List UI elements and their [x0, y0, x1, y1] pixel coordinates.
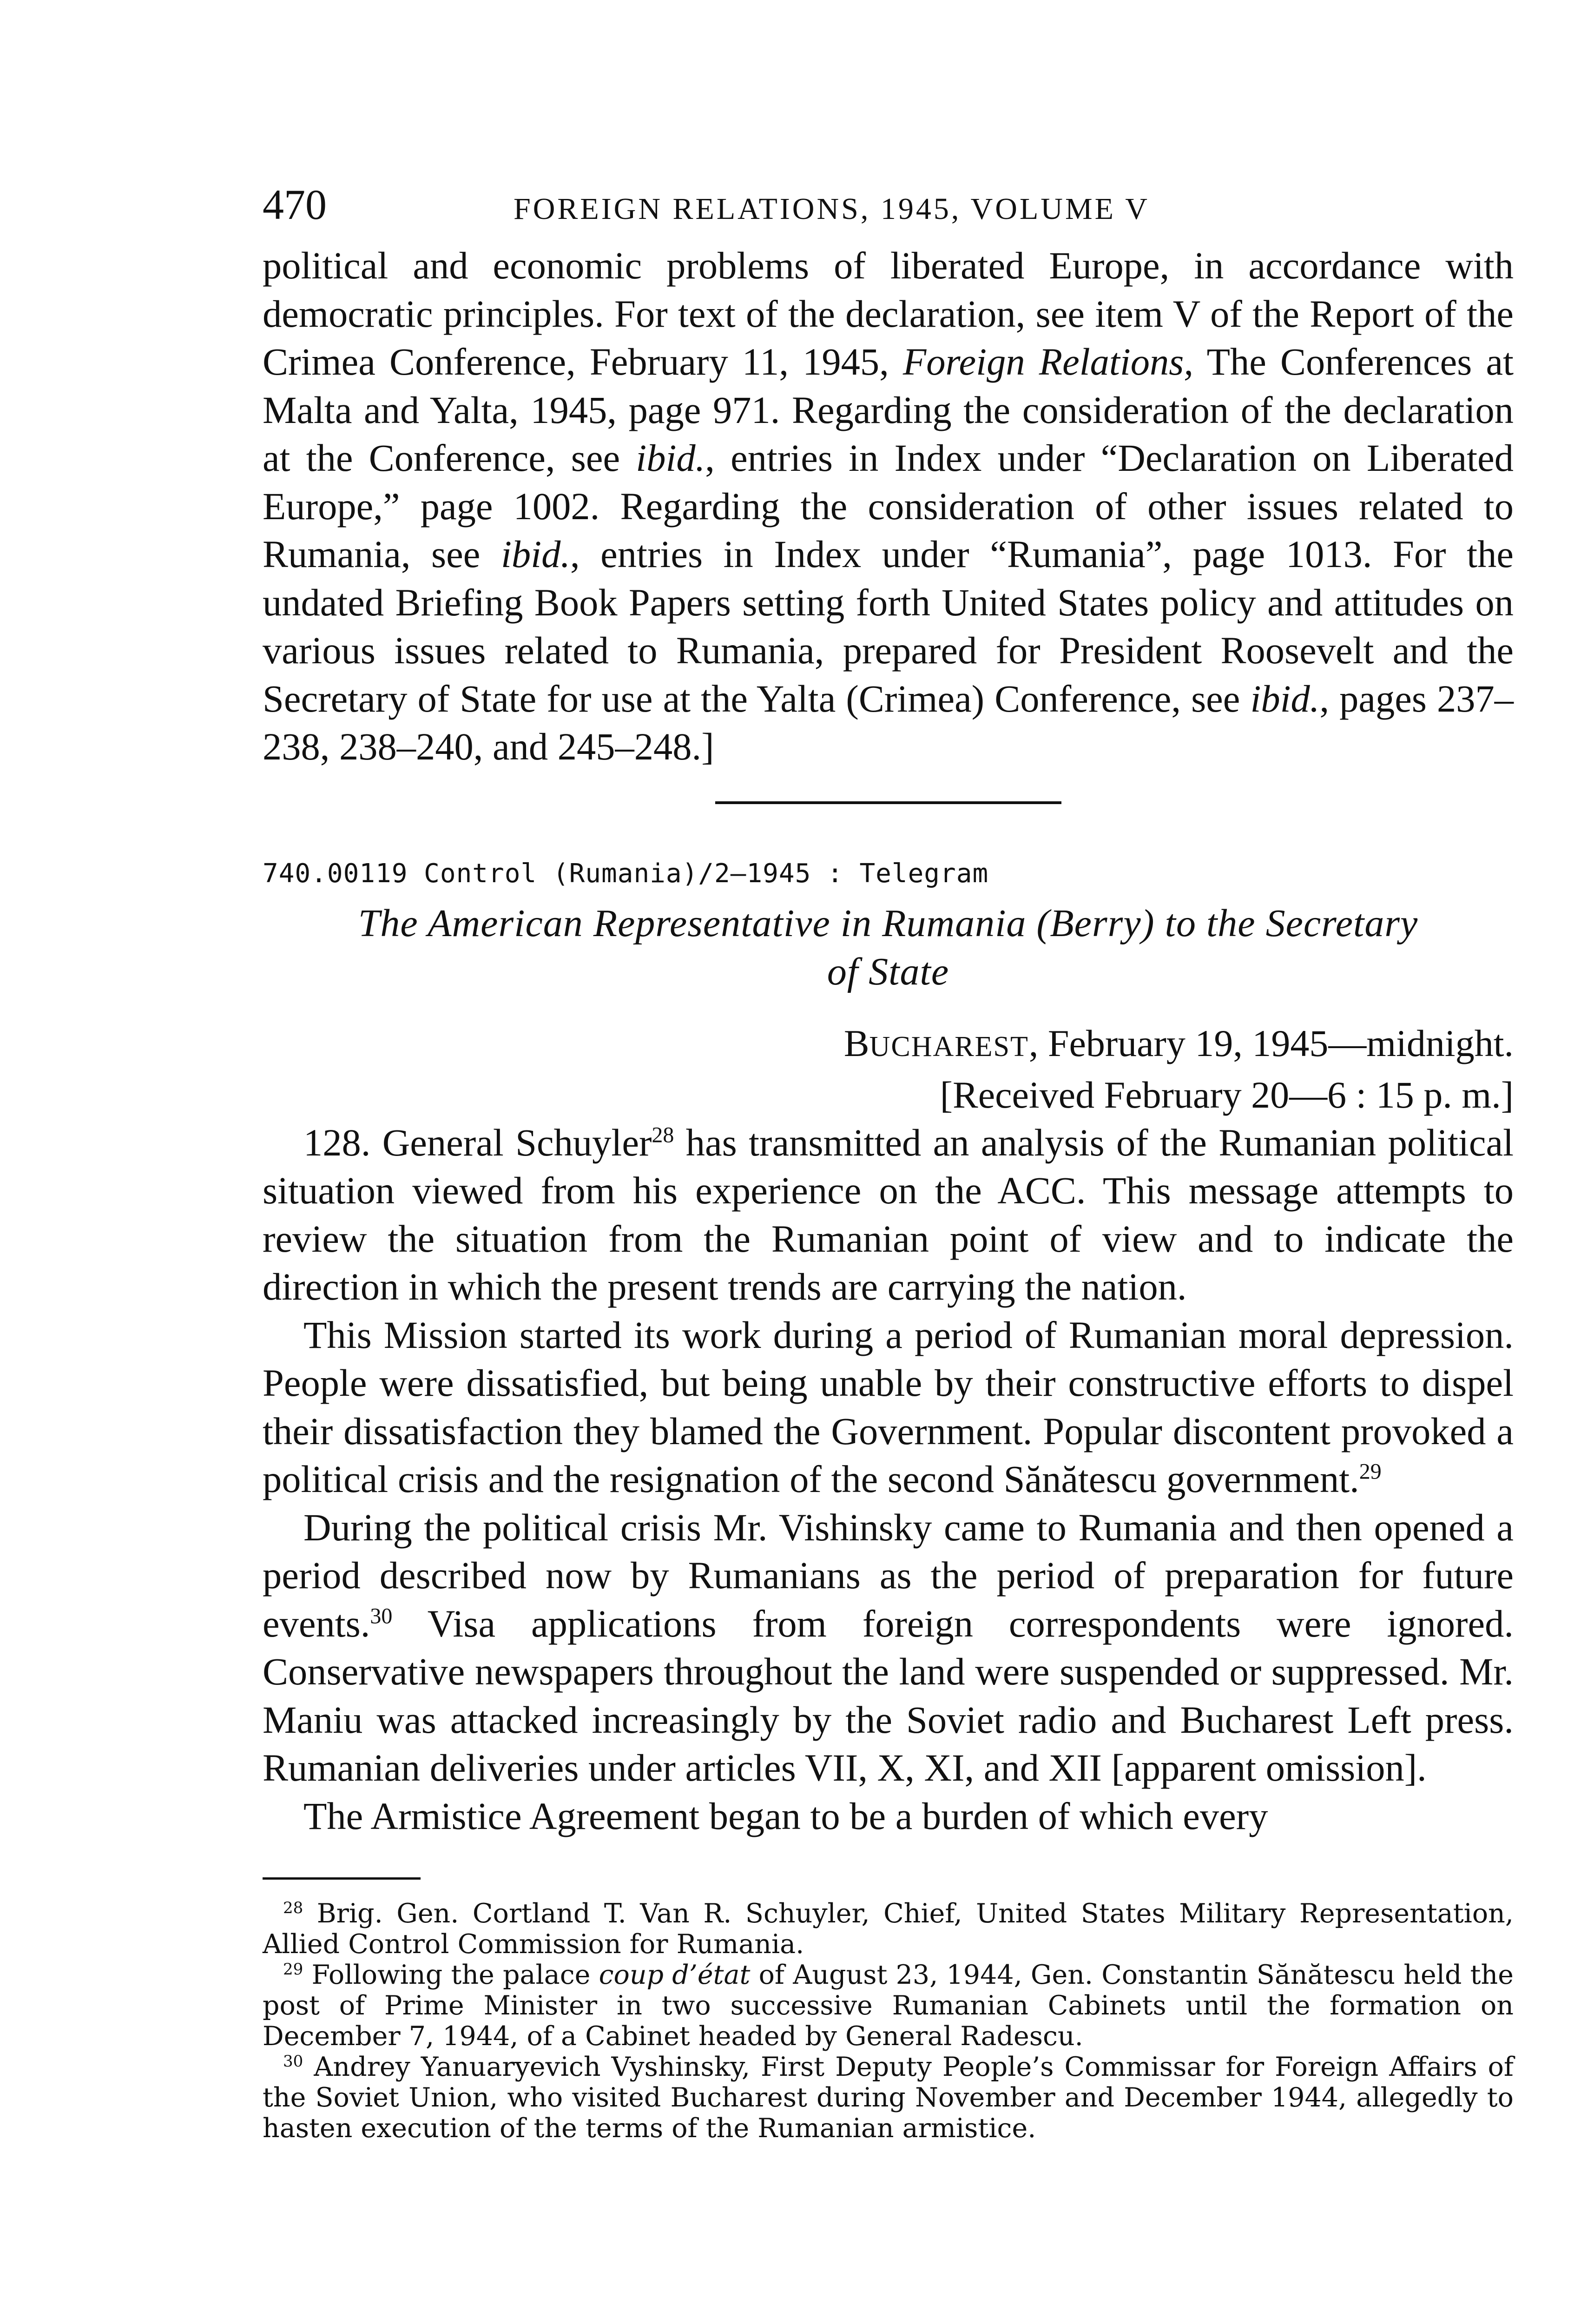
footnote-text: of August 23, 1944, Gen. Constantin Sănătescu held the post of Prime Minister in two successive Rumanian Cabinets until the formation on December 7, 1944, of a Cabinet headed by General Radescu.	[263, 1960, 1514, 2052]
intro-text: , pages 237–238, 238–240, and 245–248.]	[263, 677, 1514, 768]
page-number: 470	[263, 181, 327, 228]
footnotes	[263, 1898, 1514, 2144]
footnote-text: Following the palace	[303, 1960, 599, 1990]
paragraph-text: This Mission started its work during a period of Rumanian moral depression. People were dissatisfied, but being unable by their constructive efforts to dispel their dissatisfaction they blamed the Government. Popular discontent provoked a political crisis and the resignation of the second Sănătescu government.	[263, 1313, 1514, 1500]
intro-italic-ref: ibid.	[1250, 677, 1320, 720]
running-title: FOREIGN RELATIONS, 1945, VOLUME V	[514, 192, 1150, 226]
dateline-date: , February 19, 1945—midnight.	[1028, 1022, 1514, 1064]
footnote-30	[263, 2052, 1514, 2144]
dateline-city: UCHAREST	[869, 1030, 1029, 1063]
intro-italic-ref: ibid.	[636, 436, 705, 479]
intro-text: , entries in Index under “Declaration on Liberated Europe,” page 1002. Regarding the consideration of other issues related to Rumania, see	[263, 436, 1514, 575]
footnote-italic-term: coup d’état	[599, 1960, 751, 1990]
footnote-text: Brig. Gen. Cortland T. Van R. Schuyler, Chief, United States Military Representation, Allied Control Commission for Rumania.	[263, 1898, 1514, 1960]
footnote-reference: 29	[1359, 1459, 1382, 1484]
paragraph-text: The Armistice Agreement began to be a burden of which every	[303, 1794, 1268, 1837]
footnote-number: 29	[283, 1960, 303, 1979]
body-paragraph	[263, 1119, 1514, 1311]
footnote-reference: 28	[652, 1122, 674, 1147]
dateline-city-initial: B	[843, 1022, 869, 1064]
section-divider	[715, 801, 1061, 804]
footnote-text: Andrey Yanuaryevich Vyshinsky, First Deputy People’s Commissar for Foreign Affairs of the Soviet Union, who visited Bucharest during November and December 1944, allegedly to hasten execution of the terms of the Rumanian armistice.	[263, 2052, 1514, 2144]
dateline	[263, 1019, 1514, 1071]
paragraph-text: 128. General Schuyler	[303, 1121, 652, 1164]
intro-text: , entries in Index under “Rumania”, page 1013. For the undated Briefing Book Papers setting forth United States policy and attitudes on various issues related to Rumania, prepared for President Roosevelt and the Secretary of State for use at the Yalta (Crimea) Conference, see	[263, 533, 1514, 720]
document-title-line: of State	[827, 950, 949, 993]
document-title	[263, 899, 1514, 996]
document-file-reference: 740.00119 Control (Rumania)/2–1945 : Telegram	[263, 858, 989, 889]
footnote-divider	[263, 1877, 421, 1880]
footnote-number: 30	[283, 2052, 303, 2071]
footnote-29	[263, 1960, 1514, 2052]
paragraph-text: has transmitted an analysis of the Rumanian political situation viewed from his experience on the ACC. This message attempts to review the situation from the Rumanian point of view and to indicate the direction in which the present trends are carrying the nation.	[263, 1121, 1514, 1308]
body-paragraph	[263, 1792, 1514, 1841]
document-page	[263, 181, 1514, 2144]
intro-text: political and economic problems of liberated Europe, in accordance with democratic principles. For text of the declaration, see item V of the Report of the Crimea Conference, February 11, 1945,	[263, 244, 1514, 383]
paragraph-text: During the political crisis Mr. Vishinsky came to Rumania and then opened a period described now by Rumanians as the period of preparation for future events.	[263, 1505, 1514, 1645]
intro-paragraph	[263, 242, 1514, 771]
intro-italic-ref: Foreign Relations,	[902, 340, 1193, 383]
body-paragraph	[263, 1311, 1514, 1504]
running-head	[263, 181, 1514, 232]
intro-italic-ref: ibid.	[501, 533, 570, 575]
footnote-reference: 30	[370, 1604, 393, 1628]
paragraph-text: Visa applications from foreign correspondents were ignored. Conservative newspapers throughout the land were suspended or suppressed. Mr. Maniu was attacked increasingly by the Soviet radio and Bucharest Left press. Rumanian deliveries under articles VII, X, XI, and XII [apparent omission].	[263, 1602, 1514, 1789]
intro-text: The Conferences at Malta and Yalta, 1945, page 971. Regarding the consideration of the declaration at the Conference, see	[263, 340, 1514, 479]
document-title-line: The American Representative in Rumania (Berry) to the Secretary	[358, 901, 1418, 945]
body-paragraph	[263, 1504, 1514, 1792]
footnote-28	[263, 1898, 1514, 1960]
footnote-number: 28	[283, 1899, 303, 1917]
received-note: [Received February 20—6 : 15 p. m.]	[940, 1073, 1514, 1116]
